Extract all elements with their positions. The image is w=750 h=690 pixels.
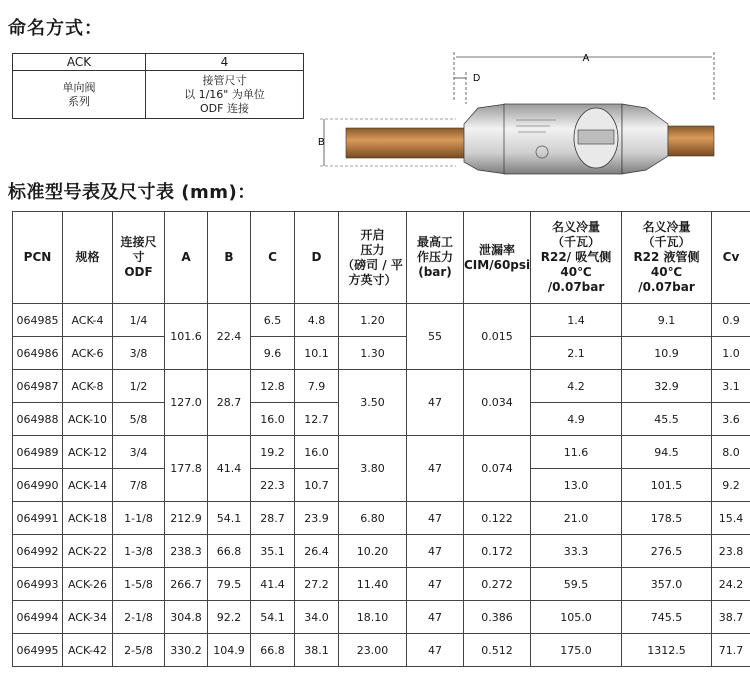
cell-leak: 0.034 xyxy=(464,370,531,436)
cell-odf: 1/4 xyxy=(113,304,165,337)
cell-b: 54.1 xyxy=(208,502,251,535)
cell-suction: 11.6 xyxy=(531,436,622,469)
cell-leak: 0.512 xyxy=(464,634,531,667)
cell-a: 101.6 xyxy=(165,304,208,370)
cell-liquid: 745.5 xyxy=(622,601,712,634)
cell-mwp: 47 xyxy=(407,634,464,667)
cell-b: 22.4 xyxy=(208,304,251,370)
cell-a: 304.8 xyxy=(165,601,208,634)
cell-pcn: 064994 xyxy=(13,601,63,634)
cell-d: 38.1 xyxy=(295,634,339,667)
cell-odf: 1-3/8 xyxy=(113,535,165,568)
cell-liquid: 101.5 xyxy=(622,469,712,502)
cell-b: 92.2 xyxy=(208,601,251,634)
cell-d: 26.4 xyxy=(295,535,339,568)
table-row xyxy=(13,337,750,370)
header-line: （千瓦） xyxy=(551,235,600,249)
cell-c: 28.7 xyxy=(251,502,295,535)
col-cv: Cv xyxy=(712,212,750,304)
cell-opening: 10.20 xyxy=(339,535,407,568)
table-row xyxy=(13,601,750,634)
series-line: 单向阀 xyxy=(62,80,96,94)
cell-suction: 4.2 xyxy=(531,370,622,403)
cell-d: 12.7 xyxy=(295,403,339,436)
cell-leak: 0.172 xyxy=(464,535,531,568)
col-capacity-liquid xyxy=(622,212,712,304)
cell-opening: 11.40 xyxy=(339,568,407,601)
cell-odf: 7/8 xyxy=(113,469,165,502)
cell-cv: 3.6 xyxy=(712,403,750,436)
cell-b: 41.4 xyxy=(208,436,251,502)
cell-b: 66.8 xyxy=(208,535,251,568)
cell-pcn: 064989 xyxy=(13,436,63,469)
cell-cv: 15.4 xyxy=(712,502,750,535)
cell-pcn: 064990 xyxy=(13,469,63,502)
header-line: 40℃ /0.07bar xyxy=(547,265,605,294)
cell-pcn: 064987 xyxy=(13,370,63,403)
table-row xyxy=(13,634,750,667)
header-line: 方英寸） xyxy=(348,272,397,287)
cell-model: ACK-34 xyxy=(63,601,113,634)
dim-a-label: A xyxy=(582,53,590,64)
cell-pcn: 064995 xyxy=(13,634,63,667)
cell-pcn: 064992 xyxy=(13,535,63,568)
cell-leak: 0.386 xyxy=(464,601,531,634)
cell-opening: 1.20 xyxy=(339,304,407,337)
cell-liquid: 45.5 xyxy=(622,403,712,436)
naming-series-desc xyxy=(13,71,146,119)
cell-liquid: 1312.5 xyxy=(622,634,712,667)
cell-a: 238.3 xyxy=(165,535,208,568)
header-line: 名义冷量 xyxy=(642,220,691,234)
cell-cv: 9.2 xyxy=(712,469,750,502)
cell-model: ACK-26 xyxy=(63,568,113,601)
size-desc-line: ODF 连接 xyxy=(200,101,249,115)
cell-cv: 0.9 xyxy=(712,304,750,337)
cell-mwp: 47 xyxy=(407,568,464,601)
header-line: （磅司 / 平 xyxy=(342,257,403,272)
cell-mwp: 47 xyxy=(407,436,464,502)
col-pcn: PCN xyxy=(13,212,63,304)
header-line: 最高工 xyxy=(416,235,453,249)
outlet-tube xyxy=(668,126,714,156)
cell-c: 16.0 xyxy=(251,403,295,436)
cell-odf: 1/2 xyxy=(113,370,165,403)
cell-b: 79.5 xyxy=(208,568,251,601)
table-row xyxy=(13,436,750,469)
cell-liquid: 178.5 xyxy=(622,502,712,535)
header-line: ODF xyxy=(124,265,153,279)
cell-pcn: 064985 xyxy=(13,304,63,337)
col-c: C xyxy=(251,212,295,304)
cell-cv: 38.7 xyxy=(712,601,750,634)
cell-suction: 13.0 xyxy=(531,469,622,502)
cell-liquid: 276.5 xyxy=(622,535,712,568)
cell-a: 127.0 xyxy=(165,370,208,436)
cell-leak: 0.074 xyxy=(464,436,531,502)
size-desc-line: 接管尺寸 xyxy=(202,73,247,87)
table-row xyxy=(13,535,750,568)
cell-d: 4.8 xyxy=(295,304,339,337)
header-line: R22 液管侧 xyxy=(633,250,700,264)
cell-liquid: 9.1 xyxy=(622,304,712,337)
header-line: R22/ 吸气侧 xyxy=(540,250,612,264)
header-line: （千瓦） xyxy=(642,235,691,249)
cell-suction: 4.9 xyxy=(531,403,622,436)
cell-d: 34.0 xyxy=(295,601,339,634)
header-line: 连接尺 xyxy=(120,235,157,249)
cell-model: ACK-4 xyxy=(63,304,113,337)
cell-suction: 33.3 xyxy=(531,535,622,568)
naming-title: 命名方式： xyxy=(8,18,103,39)
cell-liquid: 10.9 xyxy=(622,337,712,370)
header-line: (bar) xyxy=(418,265,452,279)
cell-a: 212.9 xyxy=(165,502,208,535)
cell-leak: 0.015 xyxy=(464,304,531,370)
cell-model: ACK-12 xyxy=(63,436,113,469)
cell-cv: 24.2 xyxy=(712,568,750,601)
cell-suction: 1.4 xyxy=(531,304,622,337)
col-capacity-suction xyxy=(531,212,622,304)
cell-suction: 21.0 xyxy=(531,502,622,535)
cell-d: 27.2 xyxy=(295,568,339,601)
header-line: 寸 xyxy=(132,250,145,264)
col-odf xyxy=(113,212,165,304)
cell-c: 9.6 xyxy=(251,337,295,370)
cell-model: ACK-18 xyxy=(63,502,113,535)
inlet-tube xyxy=(346,128,466,158)
cell-mwp: 47 xyxy=(407,535,464,568)
naming-code: ACK xyxy=(13,54,146,71)
cell-d: 10.7 xyxy=(295,469,339,502)
cell-leak: 0.122 xyxy=(464,502,531,535)
col-leak-rate xyxy=(464,212,531,304)
cell-pcn: 064991 xyxy=(13,502,63,535)
inlet-cone xyxy=(464,104,506,174)
cell-cv: 3.1 xyxy=(712,370,750,403)
series-line: 系列 xyxy=(68,94,90,108)
col-max-working-pressure xyxy=(407,212,464,304)
cell-suction: 59.5 xyxy=(531,568,622,601)
cell-model: ACK-14 xyxy=(63,469,113,502)
header-line: 开启 xyxy=(360,227,385,242)
header-line: 泄漏率 xyxy=(478,242,515,257)
cell-a: 177.8 xyxy=(165,436,208,502)
cell-mwp: 55 xyxy=(407,304,464,370)
cell-suction: 2.1 xyxy=(531,337,622,370)
cell-opening: 3.50 xyxy=(339,370,407,436)
cell-opening: 18.10 xyxy=(339,601,407,634)
cell-odf: 2-5/8 xyxy=(113,634,165,667)
cell-c: 22.3 xyxy=(251,469,295,502)
cell-model: ACK-6 xyxy=(63,337,113,370)
cell-model: ACK-22 xyxy=(63,535,113,568)
valve-diagram xyxy=(306,42,746,192)
dim-b-label: B xyxy=(318,137,325,148)
cell-odf: 3/8 xyxy=(113,337,165,370)
header-line: 作压力 xyxy=(416,250,453,264)
cell-d: 10.1 xyxy=(295,337,339,370)
cell-d: 16.0 xyxy=(295,436,339,469)
cell-opening: 6.80 xyxy=(339,502,407,535)
cell-model: ACK-42 xyxy=(63,634,113,667)
cell-odf: 1-1/8 xyxy=(113,502,165,535)
table-row xyxy=(13,370,750,403)
flow-arrow-plate xyxy=(578,130,614,144)
cell-opening: 1.30 xyxy=(339,337,407,370)
cell-cv: 71.7 xyxy=(712,634,750,667)
table-row xyxy=(13,502,750,535)
cell-c: 6.5 xyxy=(251,304,295,337)
cell-leak: 0.272 xyxy=(464,568,531,601)
cell-c: 54.1 xyxy=(251,601,295,634)
cell-c: 19.2 xyxy=(251,436,295,469)
cell-c: 35.1 xyxy=(251,535,295,568)
cell-d: 23.9 xyxy=(295,502,339,535)
cell-a: 330.2 xyxy=(165,634,208,667)
cell-liquid: 357.0 xyxy=(622,568,712,601)
cell-a: 266.7 xyxy=(165,568,208,601)
cell-suction: 175.0 xyxy=(531,634,622,667)
cell-c: 41.4 xyxy=(251,568,295,601)
cell-mwp: 47 xyxy=(407,370,464,436)
dim-d-label: D xyxy=(473,73,481,84)
table-title: 标准型号表及尺寸表 (mm)： xyxy=(8,182,256,203)
naming-size-desc xyxy=(146,71,304,119)
cell-opening: 3.80 xyxy=(339,436,407,502)
col-d: D xyxy=(295,212,339,304)
header-line: 40℃ /0.07bar xyxy=(638,265,695,294)
naming-table xyxy=(12,53,304,119)
cell-mwp: 47 xyxy=(407,601,464,634)
cell-c: 12.8 xyxy=(251,370,295,403)
table-row xyxy=(13,568,750,601)
table-header-row xyxy=(13,212,750,304)
header-line: 名义冷量 xyxy=(551,220,600,234)
cell-pcn: 064988 xyxy=(13,403,63,436)
cell-b: 28.7 xyxy=(208,370,251,436)
outlet-cone xyxy=(622,104,668,174)
cell-mwp: 47 xyxy=(407,502,464,535)
spec-table xyxy=(12,211,750,667)
cell-pcn: 064986 xyxy=(13,337,63,370)
cell-odf: 1-5/8 xyxy=(113,568,165,601)
cell-liquid: 94.5 xyxy=(622,436,712,469)
col-b: B xyxy=(208,212,251,304)
cell-odf: 2-1/8 xyxy=(113,601,165,634)
size-desc-line: 以 1/16" 为单位 xyxy=(184,87,265,101)
cell-suction: 105.0 xyxy=(531,601,622,634)
table-row xyxy=(13,304,750,337)
cell-d: 7.9 xyxy=(295,370,339,403)
cell-opening: 23.00 xyxy=(339,634,407,667)
cell-odf: 5/8 xyxy=(113,403,165,436)
cell-c: 66.8 xyxy=(251,634,295,667)
cell-pcn: 064993 xyxy=(13,568,63,601)
cell-cv: 1.0 xyxy=(712,337,750,370)
cell-model: ACK-8 xyxy=(63,370,113,403)
naming-size: 4 xyxy=(146,54,304,71)
col-a: A xyxy=(165,212,208,304)
cell-cv: 23.8 xyxy=(712,535,750,568)
cell-odf: 3/4 xyxy=(113,436,165,469)
col-opening-pressure xyxy=(339,212,407,304)
cell-liquid: 32.9 xyxy=(622,370,712,403)
cell-model: ACK-10 xyxy=(63,403,113,436)
col-model: 规格 xyxy=(63,212,113,304)
cell-cv: 8.0 xyxy=(712,436,750,469)
header-line: CIM/60psi xyxy=(464,257,531,272)
cell-b: 104.9 xyxy=(208,634,251,667)
header-line: 压力 xyxy=(360,242,385,257)
